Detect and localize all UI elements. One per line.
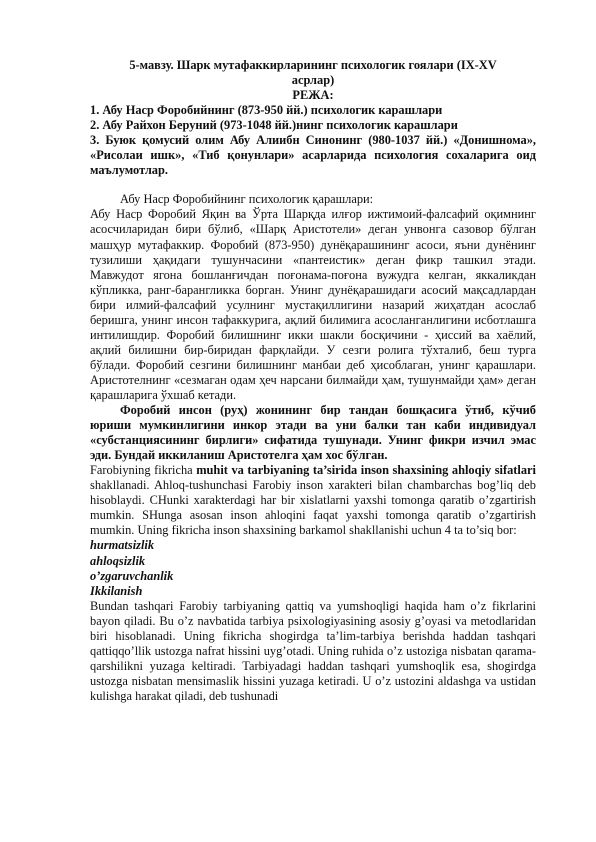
- plan-label: РЕЖА:: [292, 88, 334, 103]
- spacer: [90, 178, 536, 192]
- paragraph-3-emphasis: muhit va tarbiyaning ta’sirida inson shaxsining ahloqiy sifatlari: [196, 463, 536, 478]
- topic-title-line1: 5-мавзу. Шарк мутафаккирларининг психологик гоялари (IX-XV: [129, 58, 497, 72]
- paragraph-3-rest: shakllanadi. Ahloq-tushunchasi Farobiy inson xarakteri bilan chambarchas bog’liq deb hisoblaydi. CHunki xarakterdagi har bir xislatlarni yaxshi tomonga qaratib o’zgartirish mumkin. SHunga asosan inson ahloqini faqat yaxshi tomonga qaratib o’zgartirish mumkin. Uning fikricha inson shaxsining barkamol shakllanishi uchun 4 ta to’siq bor:: [90, 478, 536, 538]
- section-title: Абу Наср Форобийнинг психологик қарашлари:: [120, 192, 374, 207]
- obstacle-item: ahloqsizlik: [90, 553, 146, 568]
- paragraph-3: [90, 463, 536, 538]
- obstacle-item: hurmatsizlik: [90, 538, 155, 553]
- plan-item-3: 3. Буюк қомусий олим Абу Алиибн Синонинг (980-1037 йй.) «Донишнома», «Рисолаи ишк», «Тиб қонунлари» асарларида психология сохаларига оид маълумотлар.: [90, 133, 536, 178]
- topic-title-line2: асрлар): [291, 73, 335, 88]
- paragraph-4: Bundan tashqari Farobiy tarbiyaning qattiq va yumshoqligi haqida ham o’z fikrlarini bayon qiladi. Bu o’z navbatida tarbiya psixologiyasining asosiy g’oyasi va metodlaridan biri hisoblanadi. Uning fikricha shogirdga ta’lim-tarbiya berishda haddan tashqari qattiqqo’llik ustozga nafrat hissini uyg’otadi. Uning ruhida o’z ustoziga nisbatan qarama-qarshilikni yuzaga keltiradi. Tarbiyadagi haddan tashqari yumshoqlik esa, shogirdga ustozga nisbatan mensimaslik hissini yuzaga ketiradi. U o’z ustozini aldashga va ustidan kulishga harakat qiladi, deb tushunadi: [90, 598, 536, 703]
- obstacle-item: o’zgaruvchanlik: [90, 568, 174, 583]
- paragraph-3-start: Farobiyning fikricha: [90, 463, 197, 478]
- obstacle-item: Ikkilanish: [90, 583, 143, 598]
- plan-item-1: 1. Абу Наср Форобийнинг (873-950 йй.) психологик карашлари: [90, 103, 443, 118]
- paragraph-2: Форобий инсон (руҳ) жонининг бир тандан бошқасига ўтиб, кўчиб юриши мумкинлигини инкор этади ва уни балки тан каби индивидуал «субстанциясининг бирлиги» сифатида тушунади. Унинг фикри изчил эмас эди. Бундай иккиланиш Аристотелга ҳам хос бўлган.: [90, 403, 536, 463]
- paragraph-1: Абу Наср Форобий Яқин ва Ўрта Шарқда илғор ижтимоий-фалсафий оқимнинг асосчиларидан бири бўлиб, «Шарқ Аристотели» деган унвонга сазовор бўлган машҳур мутафаккир. Форобий (873-950) дунёқарашининг асоси, яъни дунёнинг тузилиши ҳақидаги тушунчасини «пантеистик» деган фикр ташкил этади. Мавжудот ягона бошланғичдан поғонама-поғона вужудга келган, яккаликдан кўпликка, ранг-барангликка борган. Унинг дунёқарашидаги асосий мақсадлардан бири илмий-фалсафий усулнинг мустақиллигини назарий жиҳатдан асослаб беришга, унинг инсон тафаккурига, ақлий билимига асосланганлигини исботлашга интилишдир. Форобий билишнинг икки шакли босқичини - ҳиссий ва хаёлий, ақлий билишни бир-биридан фарқлайди. У сезги ролига тўхталиб, беш турга бўлади. Форобий сезгини билишнинг манбаи деб ҳисоблаган, унинг қарашлари. Аристотелнинг «сезмаган одам ҳеч нарсани билмайди ҳам, тушунмайди ҳам» деган қарашларига ўхшаб кетади.: [90, 207, 536, 402]
- plan-item-2: 2. Абу Райхон Беруний (973-1048 йй.)нинг психологик карашлари: [90, 118, 458, 133]
